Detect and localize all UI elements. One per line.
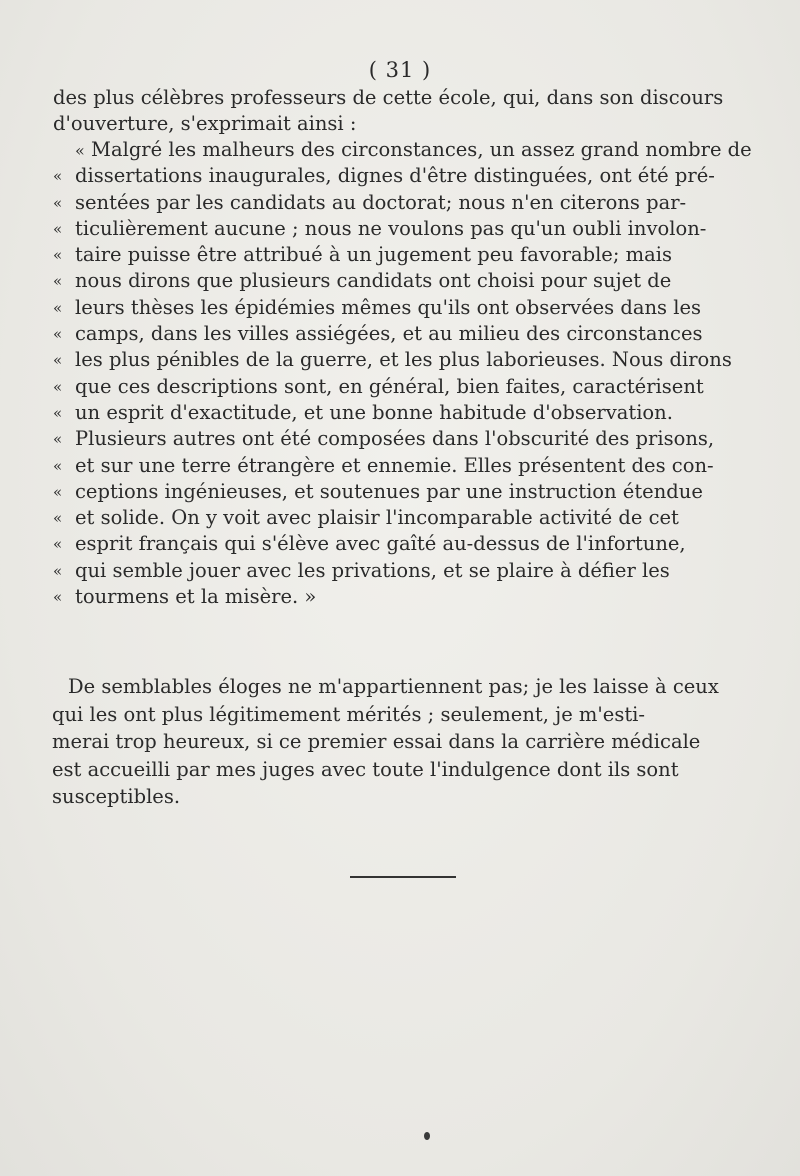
quote-margin-mark: « [53, 535, 63, 554]
quote-line [53, 531, 793, 557]
quote-line-text: que ces descriptions sont, en général, bien faites, caractérisent [75, 374, 704, 398]
quote-line [53, 426, 793, 452]
quote-line [53, 453, 793, 479]
text-line: merai trop heureux, si ce premier essai dans la carrière médicale [52, 730, 701, 754]
quote-margin-mark: « [53, 298, 63, 317]
lead-paragraph [53, 85, 793, 138]
quote-margin-mark: « [53, 351, 63, 370]
quote-margin-mark: « [53, 272, 63, 291]
quote-margin-mark: « [53, 509, 63, 528]
text-line: des plus célèbres professeurs de cette école, qui, dans son discours [53, 86, 724, 109]
quote-line [53, 216, 793, 242]
quote-line [53, 321, 793, 347]
quote-margin-mark: « [53, 588, 63, 607]
quote-margin-mark: « [53, 219, 63, 238]
quote-line [53, 137, 793, 163]
quote-line-text: un esprit d'exactitude, et une bonne habitude d'observation. [75, 400, 673, 424]
quote-line [53, 584, 793, 610]
quote-line-text: camps, dans les villes assiégées, et au milieu des circonstances [75, 322, 703, 346]
quote-line-text: et solide. On y voit avec plaisir l'incomparable activité de cet [75, 506, 679, 530]
quote-margin-mark: « [53, 167, 63, 186]
quote-margin-mark: « [53, 561, 63, 580]
quote-margin-mark: « [53, 456, 63, 475]
quotation-block [53, 137, 793, 610]
quote-line [53, 505, 793, 531]
quote-margin-mark: « [53, 430, 63, 449]
ink-dot [424, 1132, 430, 1140]
quote-first-line: Malgré les malheurs des circonstances, un assez grand nombre de [91, 138, 752, 161]
quote-line [53, 242, 793, 268]
quote-line-text: qui semble jouer avec les privations, et se plaire à défier les [75, 558, 670, 582]
section-divider-rule [350, 876, 456, 878]
quote-line [53, 190, 793, 216]
quote-line [53, 558, 793, 584]
quote-line [53, 163, 793, 189]
quote-line-text: ceptions ingénieuses, et soutenues par une instruction étendue [75, 479, 703, 503]
text-line: De semblables éloges ne m'appartiennent pas; je les laisse à ceux [68, 675, 719, 698]
quote-line-text: et sur une terre étrangère et ennemie. Elles présentent des con- [75, 453, 714, 477]
quote-line-text: les plus pénibles de la guerre, et les plus laborieuses. Nous dirons [75, 348, 732, 372]
text-line: d'ouverture, s'exprimait ainsi : [53, 112, 357, 136]
quote-margin-mark: « [53, 246, 63, 265]
page-number: ( 31 ) [368, 58, 432, 82]
quote-line [53, 347, 793, 373]
quote-line-text: esprit français qui s'élève avec gaîté au-dessus de l'infortune, [75, 532, 686, 556]
quote-line [53, 374, 793, 400]
quote-line-text: sentées par les candidats au doctorat; nous n'en citerons par- [75, 190, 687, 214]
quote-line [53, 295, 793, 321]
quote-line-text: tourmens et la misère. » [75, 585, 317, 609]
quote-margin-mark: « [53, 482, 63, 501]
quote-margin-mark: « [53, 377, 63, 396]
quote-margin-mark: « [53, 193, 63, 212]
quote-line [53, 400, 793, 426]
quote-margin-mark: « [53, 325, 63, 344]
text-line: susceptibles. [52, 785, 181, 809]
quote-line [53, 268, 793, 294]
quote-line-text: Plusieurs autres ont été composées dans l'obscurité des prisons, [75, 427, 715, 451]
quote-line-text: nous dirons que plusieurs candidats ont choisi pour sujet de [75, 269, 672, 293]
text-line: qui les ont plus légitimement mérités ; seulement, je m'esti- [52, 702, 645, 726]
quote-line-text: dissertations inaugurales, dignes d'être distinguées, ont été pré- [75, 164, 715, 188]
quote-line [53, 479, 793, 505]
quote-line-text: taire puisse être attribué à un jugement peu favorable; mais [75, 243, 672, 267]
quote-line-text: leurs thèses les épidémies mêmes qu'ils ont observées dans les [75, 295, 702, 319]
closing-paragraph [52, 673, 788, 811]
quote-margin-mark: « [53, 403, 63, 422]
text-line: est accueilli par mes juges avec toute l'indulgence dont ils sont [52, 757, 679, 781]
quote-open-mark: « [75, 141, 85, 160]
quote-line-text: ticulièrement aucune ; nous ne voulons pas qu'un oubli involon- [75, 216, 707, 240]
